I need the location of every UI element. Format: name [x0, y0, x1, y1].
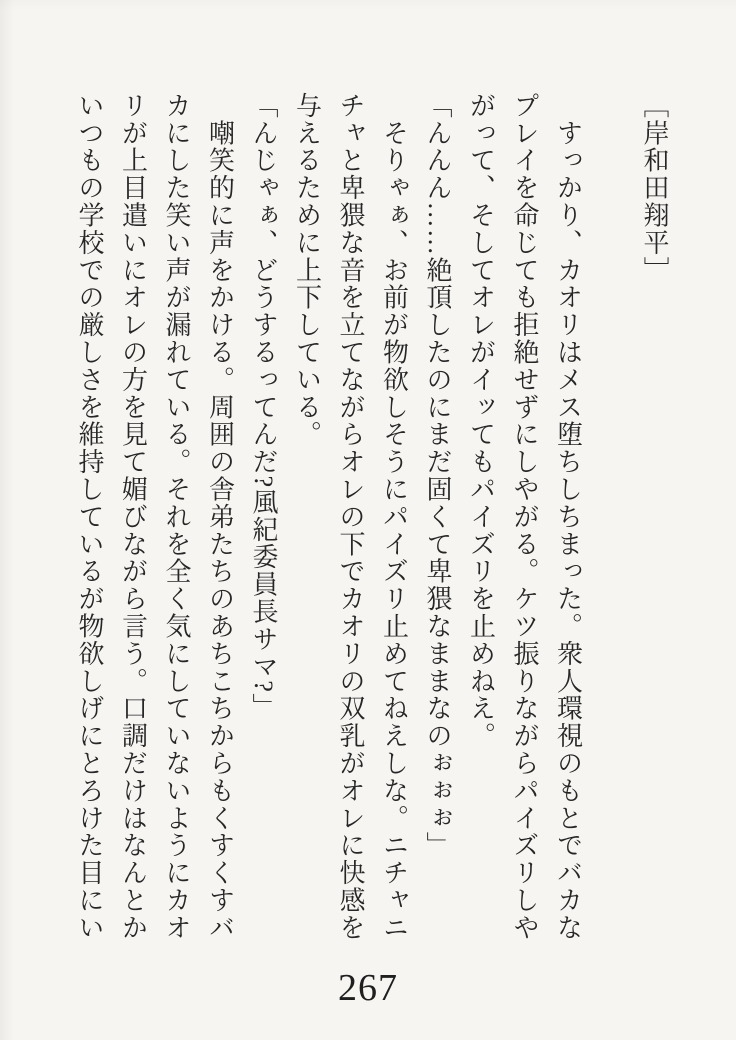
text-line: がって、そしてオレがイッてもパイズリを止めねえ。 — [466, 92, 496, 750]
text-line: プレイを命じても拒絶せずにしやがる。ケツ振りながらパイズリしや — [510, 92, 539, 942]
text-line: 「んじゃぁ、どうするってんだ?風紀委員長サマ?」 — [249, 92, 278, 721]
text-line: 与えるために上下している。 — [292, 92, 322, 449]
text-line: 嘲笑的に声をかける。周囲の舎弟たちのあちこちからもくすくすバ — [205, 92, 235, 942]
section-header: ［岸和田翔平］ — [640, 92, 669, 284]
text-line: 「んんん……絶頂したのにまだ固くて卑猥なままなのぉぉぉ」 — [423, 92, 452, 860]
text-line: チャと卑猥な音を立てながらオレの下でカオリの双乳がオレに快感を — [336, 92, 365, 942]
page-text — [64, 92, 676, 944]
page-number: 267 — [338, 967, 398, 1009]
text-line: カにした笑い声が漏れている。それを全く気にしていないようにカオ — [162, 92, 191, 942]
text-line: そりゃぁ、お前が物欲しそうにパイズリ止めてねえしな。ニチャニ — [379, 92, 409, 942]
text-line: リが上目遣いにオレの方を見て媚びながら言う。口調だけはなんとか — [118, 92, 148, 942]
text-line: いつもの学校での厳しさを維持しているが物欲しげにとろけた目にい — [75, 92, 104, 942]
text-line: すっかり、カオリはメス堕ちしちまった。衆人環視のもとでバカな — [553, 92, 583, 942]
